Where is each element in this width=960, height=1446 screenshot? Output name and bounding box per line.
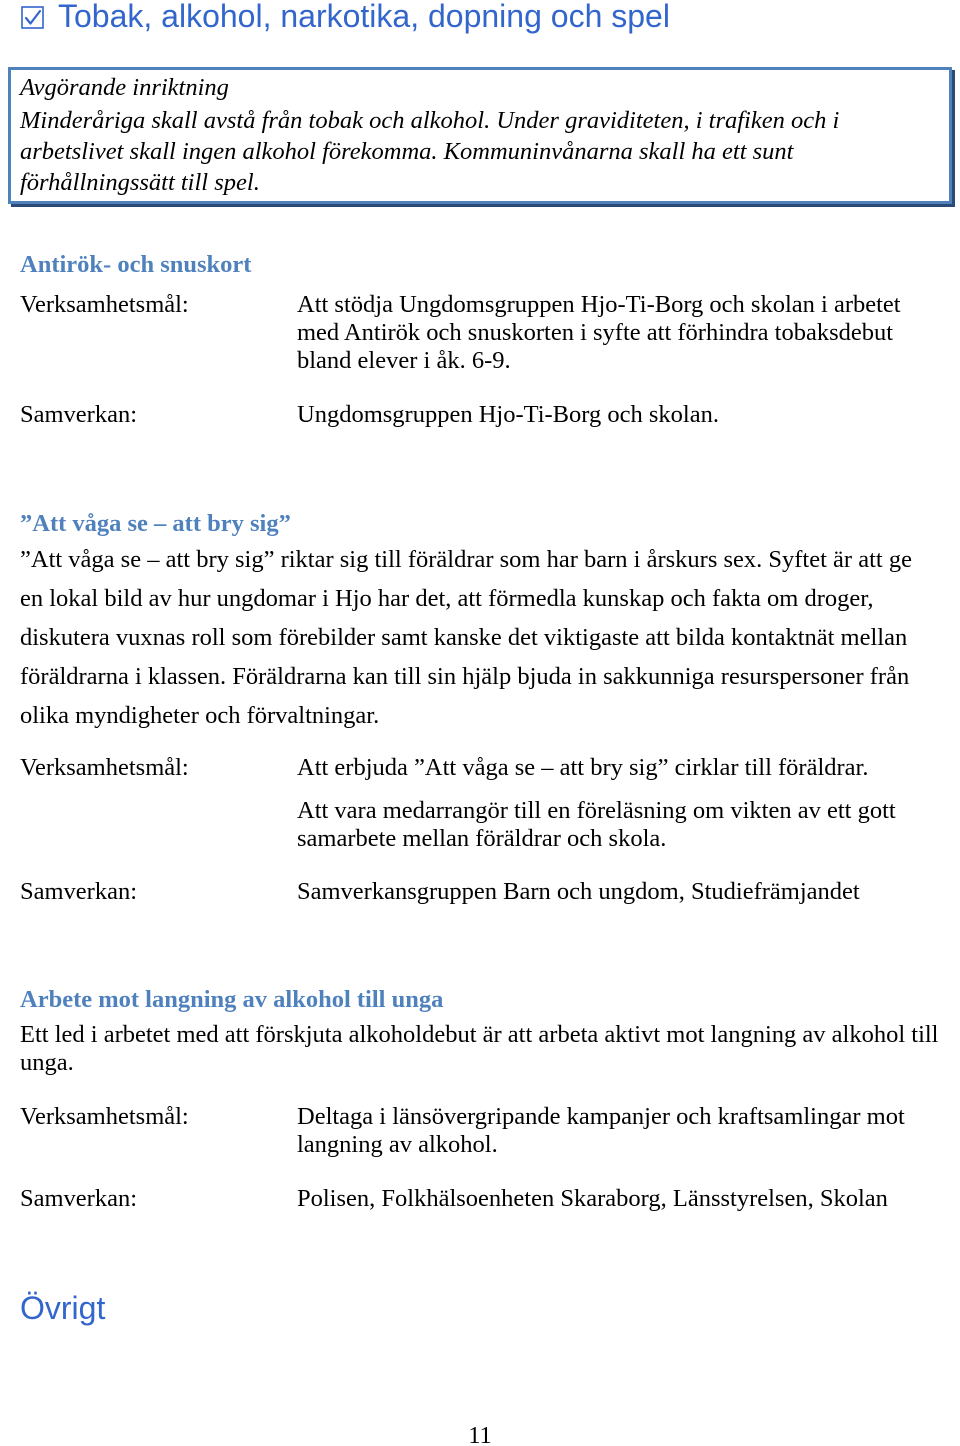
goal-text xyxy=(297,291,901,375)
text-line: diskutera vuxnas roll som förebilder samt kanske det viktigaste att bilda kontaktnät mellan xyxy=(20,623,908,651)
text-line: föräldrarna i klassen. Föräldrarna kan till sin hjälp bjuda in sakkunniga resurspersoner från xyxy=(20,662,910,690)
partners-label: Samverkan: xyxy=(20,878,138,905)
section-intro xyxy=(20,540,912,735)
focus-box xyxy=(8,67,952,204)
focus-box-title: Avgörande inriktning xyxy=(20,74,229,101)
text-line: Ett led i arbetet med att förskjuta alkoholdebut är att arbeta aktivt mot langning av alkohol till xyxy=(20,1021,939,1048)
partners-label: Samverkan: xyxy=(20,1185,138,1212)
goal-label: Verksamhetsmål: xyxy=(20,1103,189,1130)
text-line: langning av alkohol. xyxy=(297,1131,498,1158)
text-line: Att vara medarrangör till en föreläsning om vikten av ett gott xyxy=(297,797,896,824)
text-line: arbetslivet skall ingen alkohol förekomma. Kommuninvånarna skall ha ett sunt xyxy=(20,138,794,165)
section-intro xyxy=(20,1021,939,1077)
partners-text: Polisen, Folkhälsoenheten Skaraborg, Länsstyrelsen, Skolan xyxy=(297,1185,888,1212)
text-line: Minderåriga skall avstå från tobak och alkohol. Under graviditeten, i trafiken och i xyxy=(20,107,840,134)
text-line: Deltaga i länsövergripande kampanjer och kraftsamlingar mot xyxy=(297,1103,905,1130)
goal-label: Verksamhetsmål: xyxy=(20,754,189,781)
text-line: en lokal bild av hur ungdomar i Hjo har det, att förmedla kunskap och fakta om droger, xyxy=(20,584,874,612)
section-title-antirok: Antirök- och snuskort xyxy=(20,251,252,278)
checked-box-icon xyxy=(20,5,46,31)
section-heading-other: Övrigt xyxy=(20,1290,106,1326)
text-line: ”Att våga se – att bry sig” riktar sig till föräldrar som har barn i årskurs sex. Syftet är att ge xyxy=(20,545,912,573)
partners-label: Samverkan: xyxy=(20,401,138,428)
goal-text xyxy=(297,1103,905,1159)
page-number: 11 xyxy=(468,1422,492,1446)
text-line: Att stödja Ungdomsgruppen Hjo-Ti-Borg och skolan i arbetet xyxy=(297,291,901,318)
focus-box-text xyxy=(20,105,839,198)
goal-text xyxy=(297,797,896,853)
text-line: unga. xyxy=(20,1049,74,1076)
text-line: Att erbjuda ”Att våga se – att bry sig” cirklar till föräldrar. xyxy=(297,754,869,781)
partners-text: Samverkansgruppen Barn och ungdom, Studiefrämjandet xyxy=(297,878,860,905)
text-line: olika myndigheter och förvaltningar. xyxy=(20,701,380,729)
partners-text: Ungdomsgruppen Hjo-Ti-Borg och skolan. xyxy=(297,401,719,428)
goal-label: Verksamhetsmål: xyxy=(20,291,189,318)
text-line: samarbete mellan föräldrar och skola. xyxy=(297,825,667,852)
section-title-langning: Arbete mot langning av alkohol till unga xyxy=(20,986,444,1013)
text-line: bland elever i åk. 6-9. xyxy=(297,347,511,374)
goal-text xyxy=(297,754,868,782)
page-heading: Tobak, alkohol, narkotika, dopning och spel xyxy=(58,0,670,34)
section-title-att-vaga-se: ”Att våga se – att bry sig” xyxy=(20,510,291,537)
text-line: med Antirök och snuskorten i syfte att förhindra tobaksdebut xyxy=(297,319,894,346)
text-line: förhållningssätt till spel. xyxy=(20,169,260,196)
